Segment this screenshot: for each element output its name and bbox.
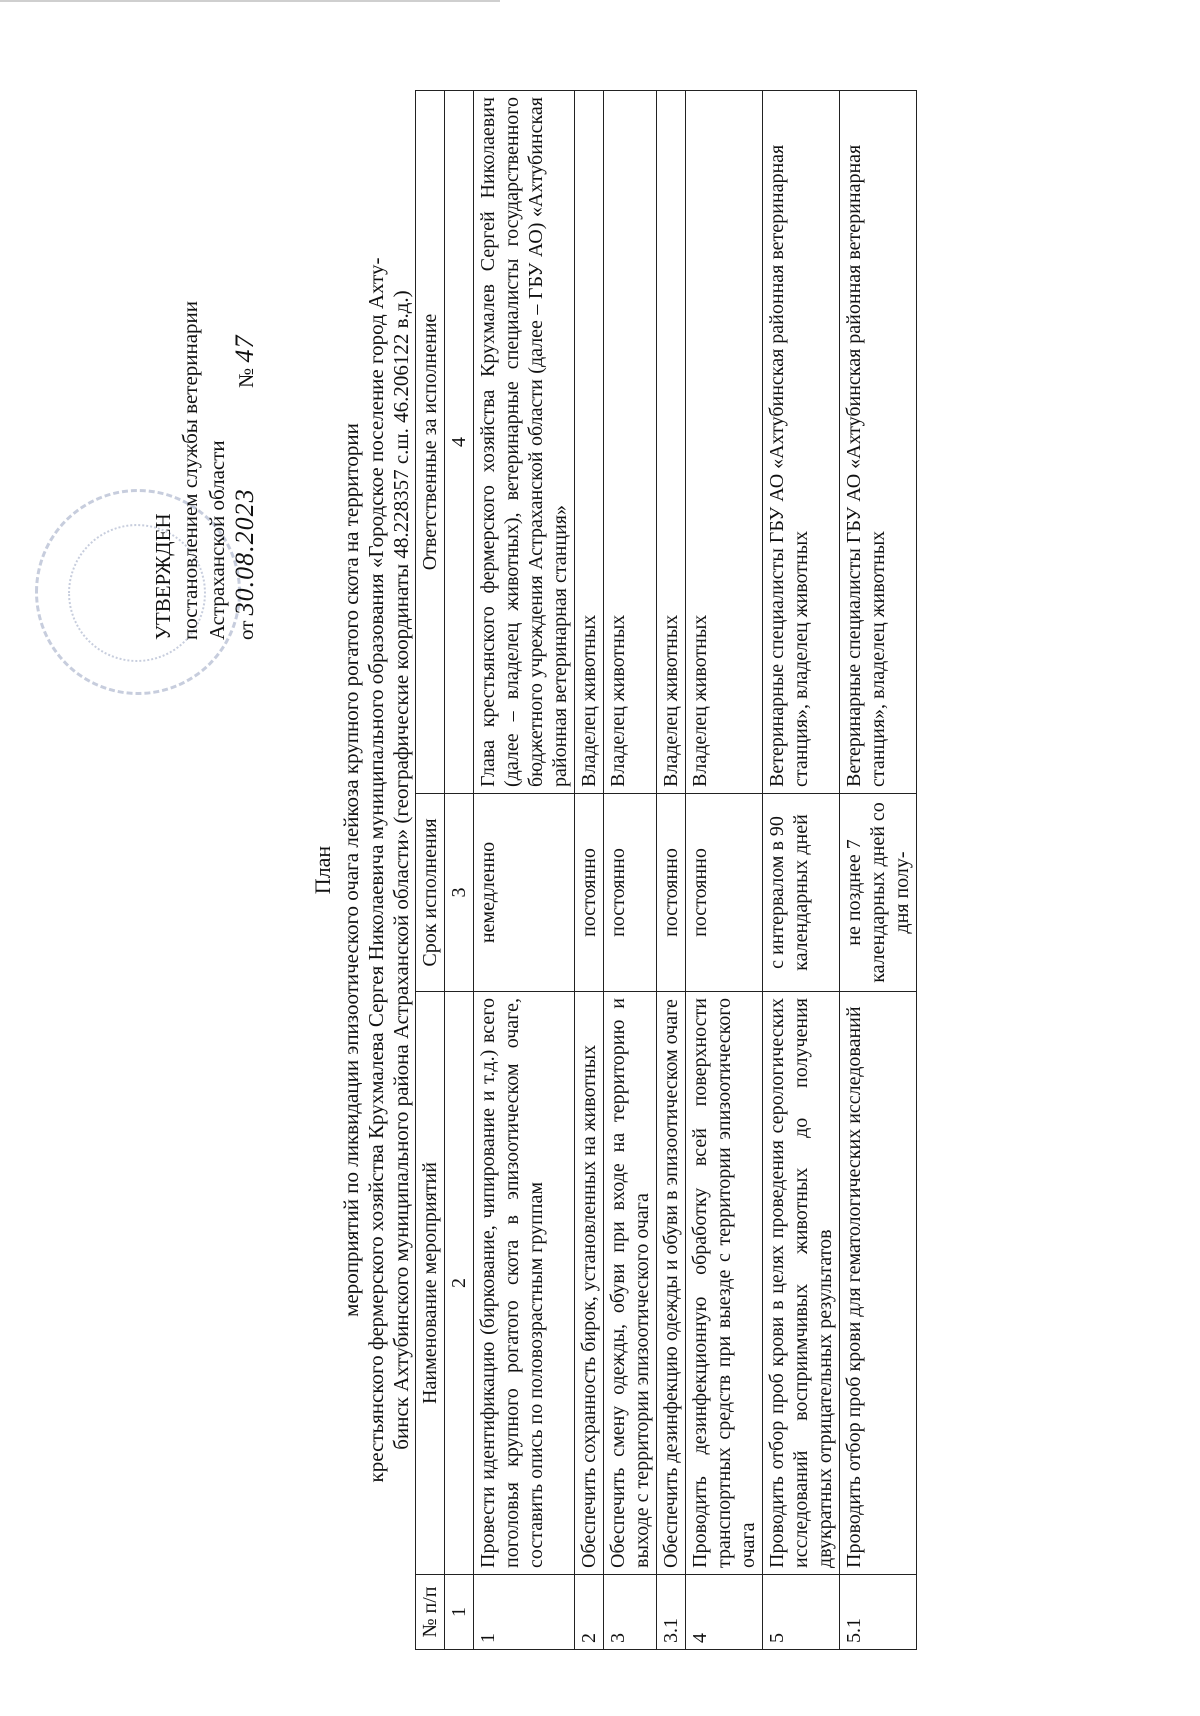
table-row <box>474 91 575 1650</box>
column-number: 4 <box>445 91 474 794</box>
approval-line2: Астраханской области <box>205 440 229 640</box>
date-prefix: от <box>234 620 258 640</box>
row-responsible: Владелец животных <box>657 91 686 794</box>
header-cell-number: № п/п <box>416 1575 445 1650</box>
table-row <box>763 91 840 1650</box>
column-number-row <box>445 91 474 1650</box>
column-number: 2 <box>445 992 474 1575</box>
number-prefix: № <box>234 367 258 388</box>
row-measure: Проводить дезинфекционную обработку всей поверхности транспортных средств при выезде с территории эпизоотического очага <box>686 992 763 1575</box>
plan-table <box>415 90 917 1650</box>
rotated-page <box>20 60 1140 1680</box>
table-row <box>686 91 763 1650</box>
row-term: не позднее 7 календарных дней со дня полу- <box>840 794 917 992</box>
row-number: 3 <box>604 1575 657 1650</box>
header-line1: мероприятий по ликвидации эпизоотического очага лейкоза крупного рогатого скота на территории <box>339 423 363 1317</box>
row-number: 3.1 <box>657 1575 686 1650</box>
row-term: немедленно <box>474 794 575 992</box>
table-header-row <box>416 91 445 1650</box>
row-responsible: Ветеринарные специалисты ГБУ АО «Ахтубинская районная ветеринарная станция», владелец животных <box>763 91 840 794</box>
row-responsible: Владелец животных <box>575 91 604 794</box>
row-measure: Обеспечить смену одежды, обуви при входе на территорию и выходе с территории эпизоотического очага <box>604 992 657 1575</box>
approval-date: 30.08.2023 <box>230 488 259 616</box>
column-number: 1 <box>445 1575 474 1650</box>
approval-number: 47 <box>230 334 259 363</box>
row-measure: Проводить отбор проб крови в целях проведения серологических исследований восприимчивых животных до получения двукратных отрицательных результатов <box>763 992 840 1575</box>
row-term: постоянно <box>604 794 657 992</box>
header-line2: крестьянского фермерского хозяйства Крухмалева Сергея Николаевича муниципального образования «Городское поселение город Ахту- <box>364 257 388 1483</box>
row-measure: Обеспечить сохранность бирок, установленных на животных <box>575 992 604 1575</box>
row-term: постоянно <box>575 794 604 992</box>
row-term: с интервалом в 90 календарных дней <box>763 794 840 992</box>
row-number: 1 <box>474 1575 575 1650</box>
row-term: постоянно <box>686 794 763 992</box>
table-row <box>575 91 604 1650</box>
document-header <box>310 100 414 1640</box>
approval-block <box>150 80 260 640</box>
table-row <box>604 91 657 1650</box>
row-responsible: Владелец животных <box>686 91 763 794</box>
document-title: План <box>310 845 335 895</box>
header-cell-responsible: Ответственные за исполнение <box>416 91 445 794</box>
column-number: 3 <box>445 794 474 992</box>
approval-line1: постановлением службы ветеринарии <box>178 300 202 640</box>
row-number: 5.1 <box>840 1575 917 1650</box>
approval-date-number <box>231 80 260 640</box>
row-measure: Проводить отбор проб крови для гематологических исследований <box>840 992 917 1575</box>
header-cell-term: Срок исполнения <box>416 794 445 992</box>
row-number: 2 <box>575 1575 604 1650</box>
approval-title: УТВЕРЖДЕН <box>151 513 175 640</box>
row-responsible: Ветеринарные специалисты ГБУ АО «Ахтубинская районная ветеринарная станция», владелец животных <box>840 91 917 794</box>
row-measure: Обеспечить дезинфекцию одежды и обуви в эпизоотическом очаге <box>657 992 686 1575</box>
row-number: 5 <box>763 1575 840 1650</box>
row-measure: Провести идентификацию (биркование, чипирование и т.д.) всего поголовья крупного рогатого скота в эпизоотическом очаге, составить опись по половозрастным группам <box>474 992 575 1575</box>
table-row <box>657 91 686 1650</box>
row-responsible: Владелец животных <box>604 91 657 794</box>
row-number: 4 <box>686 1575 763 1650</box>
header-line3: бинск Ахтубинского муниципального района Астраханской области» (географические координаты 48.228357 с.ш. 46.206122 в.д.) <box>389 290 413 1450</box>
scan-top-edge <box>0 0 500 2</box>
row-term: постоянно <box>657 794 686 992</box>
table-row <box>840 91 917 1650</box>
header-cell-name: Наименование мероприятий <box>416 992 445 1575</box>
row-responsible: Глава крестьянского фермерского хозяйства Крухмалев Сергей Николаевич (далее – владелец животных), ветеринарные специалисты государственного бюджетного учреждения Астраханской области (далее – ГБУ АО) «Ахтубинская районная ветеринарная станция» <box>474 91 575 794</box>
